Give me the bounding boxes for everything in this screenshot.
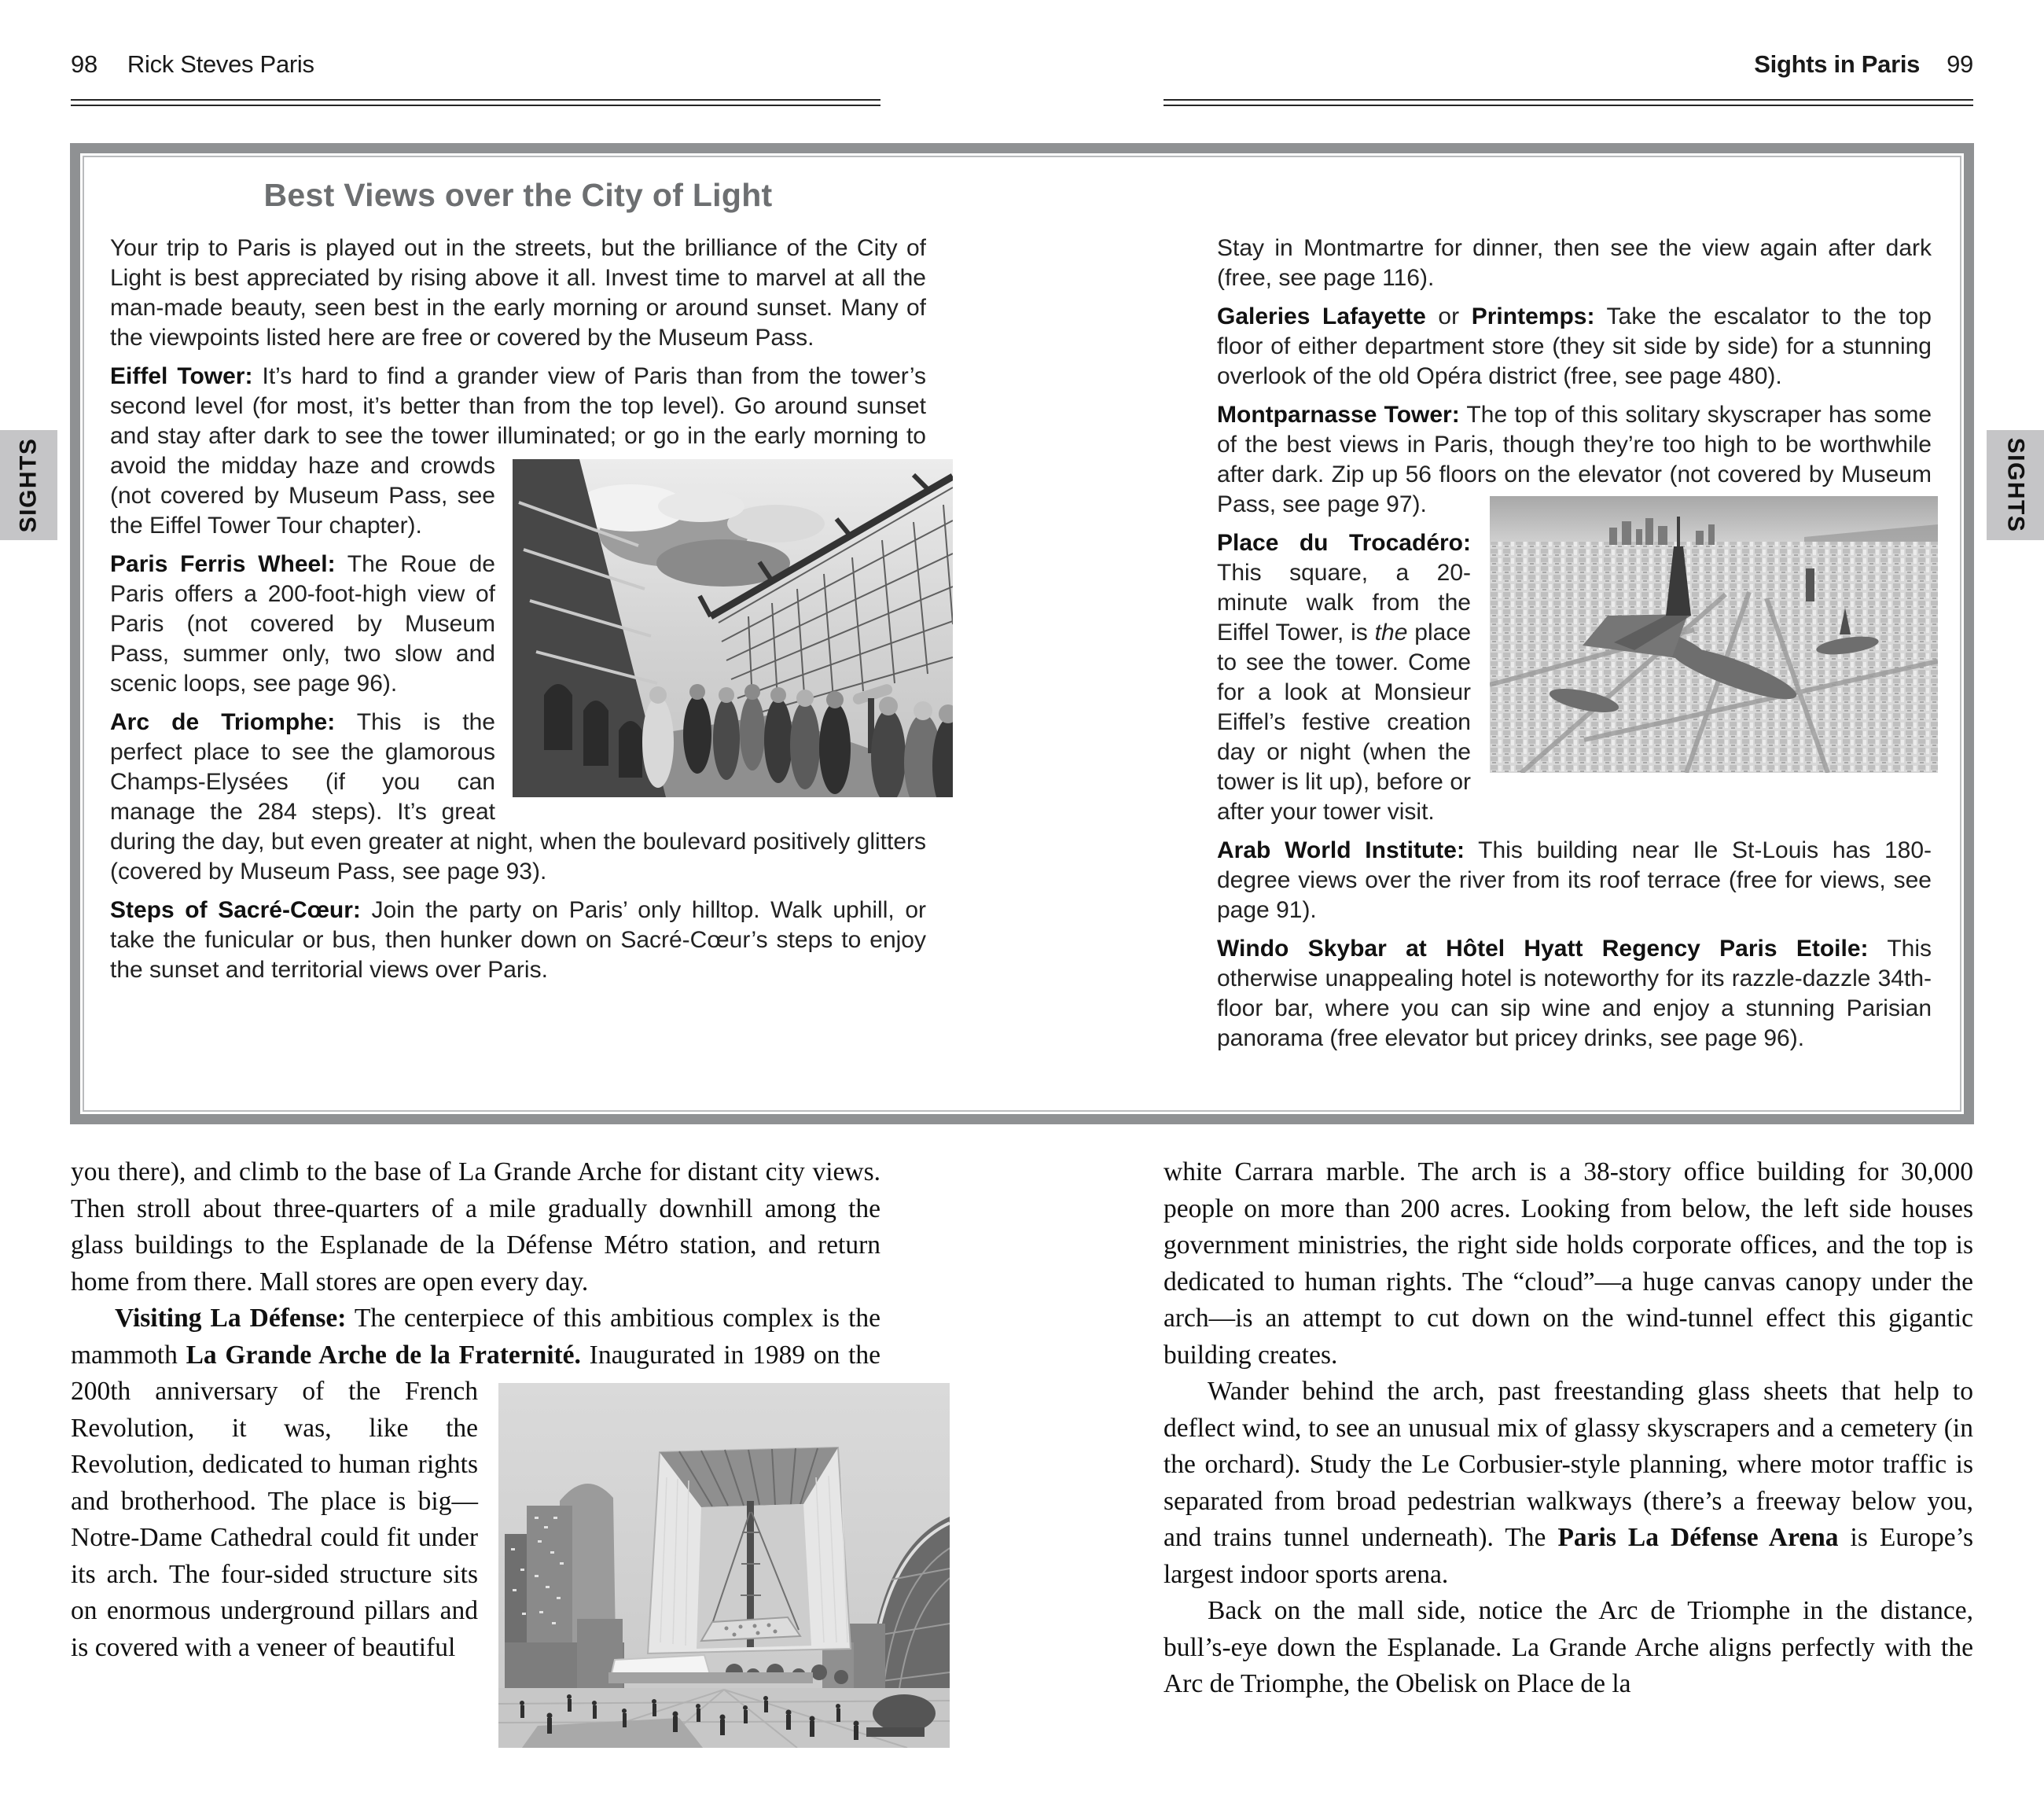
paragraph-montparnasse: Montparnasse Tower: The top of this solitary skyscraper has some of the best views in Paris, though they’re too high to be worthwhile after dark. Zip up 56 floors on the elevator (not covered by Museum Pass, see page 97). [1217, 400, 1932, 520]
header-rule-left [71, 99, 880, 106]
bold-place-name: Paris La Défense Arena [1557, 1523, 1839, 1552]
sights-tab-right-label: SIGHTS [2002, 437, 2029, 533]
sights-tab-left-label: SIGHTS [15, 437, 42, 533]
page-number-left: 98 [71, 50, 97, 78]
paragraph-sacre-coeur: Steps of Sacré-Cœur: Join the party on Paris’ only hilltop. Walk uphill, or take the funicular or bus, then hunker down on Sacré-Cœur’s steps to enjoy the sunset and territorial views over Paris. [110, 897, 926, 983]
eiffel-deck-photo [513, 459, 953, 797]
sidebar-left-column [110, 234, 926, 994]
run-in-heading: Galeries Lafayette [1217, 303, 1426, 329]
run-in-heading: Steps of Sacré-Cœur: [110, 897, 361, 923]
sights-tab-left [0, 430, 57, 540]
run-in-heading: Eiffel Tower: [110, 363, 253, 389]
body-left-column [71, 1154, 880, 1759]
run-in-heading: Montparnasse Tower: [1217, 402, 1460, 428]
paragraph-windo-skybar: Windo Skybar at Hôtel Hyatt Regency Paris Etoile: This otherwise unappealing hotel is noteworthy for its razzle-dazzle 34th-floor bar, where you can sip wine and enjoy a stunning Parisian panorama (free elevator but pricey drinks, see page 96). [1217, 936, 1932, 1051]
paragraph-back-on-mall: Back on the mall side, notice the Arc de Triomphe in the distance, bull’s-eye down the Esplanade. La Grande Arche aligns perfectly with the Arc de Triomphe, the Obelisk on Place de la [1164, 1596, 1973, 1698]
run-in-heading: Visiting La Défense: [115, 1304, 347, 1333]
run-in-heading: Windo Skybar at Hôtel Hyatt Regency Paris Etoile: [1217, 936, 1869, 962]
sidebar-title: Best Views over the City of Light [263, 177, 773, 213]
run-in-heading: Arab World Institute: [1217, 837, 1465, 863]
grande-arche-photo [498, 1383, 950, 1748]
paragraph-visiting-la-defense: Visiting La Défense: The centerpiece of this ambitious complex is the mammoth La Grande Arche de la Fraternité. Inaugurated in 1989 on the 200th anniversary of the French Revolution, it was, like the Revolution, dedicated to human rights and brotherhood. The place is big—Notre-Dame Cathedral could fit under its arch. The four-sided structure sits on enormous underground pillars and is covered with a veneer of beautiful [71, 1300, 880, 1666]
paris-aerial-photo [1490, 496, 1938, 773]
header-rule-right [1164, 99, 1973, 106]
paragraph-ferris-wheel: Paris Ferris Wheel: The Roue de Paris offers a 200-foot-high view of Paris (not covered by Museum Pass, summer only, two slow and scenic loops, see page 96). [110, 551, 495, 697]
best-views-sidebar-box [70, 143, 1974, 1124]
running-head-right [1164, 50, 1973, 79]
bold-place-name: La Grande Arche de la Fraternité. [186, 1340, 581, 1370]
chapter-title: Sights in Paris [1754, 50, 1921, 78]
paragraph-wander-behind: Wander behind the arch, past freestanding glass sheets that help to deflect wind, to see an unusual mix of glassy skyscrapers and a cemetery (in the orchard). Study the Le Corbusier-style planning, where motor traffic is separated from broad pedestrian walkways (there’s a freeway below you, and trains tunnel underneath). The Paris La Défense Arena is Europe’s largest indoor sports arena. [1164, 1377, 1973, 1589]
body-right-column [1164, 1154, 1973, 1703]
running-head-left [71, 50, 880, 79]
sights-tab-right [1987, 430, 2044, 540]
paragraph-arab-world-institute: Arab World Institute: This building near Ile St-Louis has 180-degree views over the river from its roof terrace (free for views, see page 91). [1217, 837, 1932, 923]
paragraph-trocadero: Place du Trocadéro: This square, a 20-minute walk from the Eiffel Tower, is the place to see the tower. Come for a look at Monsieur Eiffel’s festive creation day or night (when the tower is lit up), before or after your tower visit. [1217, 530, 1472, 825]
paragraph-montmartre: Stay in Montmartre for dinner, then see the view again after dark (free, see page 116). [1217, 235, 1932, 291]
page-number-right: 99 [1947, 50, 1973, 78]
paragraph-intro: Your trip to Paris is played out in the streets, but the brilliance of the City of Light is best appreciated by rising above it all. Invest time to marvel at all the man-made beauty, seen best in the early morning or around sunset. Many of the viewpoints listed here are free or covered by the Museum Pass. [110, 235, 926, 351]
run-in-heading: Arc de Triomphe: [110, 709, 336, 735]
paragraph-eiffel-tower: Eiffel Tower: It’s hard to find a grander view of Paris than from the tower’s second level (for most, it’s better than from the top level). Go around sunset and stay after dark to see the tower illuminated; or go in the early morning to avoid the midday haze and crowds (not covered by Museum Pass, see the Eiffel Tower Tour chapter). [110, 362, 926, 541]
eiffel-deck-photo-art [513, 459, 953, 797]
run-in-heading: Printemps: [1471, 303, 1595, 329]
book-title: Rick Steves Paris [127, 50, 314, 78]
grande-arche-photo-art [498, 1383, 950, 1748]
paragraph-carrara-marble: white Carrara marble. The arch is a 38-story office building for 30,000 people on more than 200 acres. Looking from below, the left side houses government ministries, the right side holds corporate offices, and the top is dedicated to human rights. The “cloud”—a huge canvas canopy under the arch—is an attempt to cut down on the wind-tunnel effect this gigantic building creates. [1164, 1157, 1973, 1370]
paragraph-galeries-lafayette: Galeries Lafayette or Printemps: Take the escalator to the top floor of either department store (they sit side by side) for a stunning overlook of the old Opéra district (free, see page 480). [1217, 303, 1932, 389]
paris-aerial-photo-art [1490, 496, 1938, 773]
italic-word: the [1374, 620, 1408, 646]
run-in-heading: Place du Trocadéro: [1217, 530, 1471, 556]
paragraph-continued: you there), and climb to the base of La Grande Arche for distant city views. Then stroll about three-quarters of a mile gradually downhill among the glass buildings to the Esplanade de la Défense Métro station, and return home from there. Mall stores are open every day. [71, 1157, 880, 1297]
sidebar-right-column [1217, 234, 1932, 1062]
paragraph-arc-de-triomphe: Arc de Triomphe: This is the perfect place to see the glamorous Champs-Elysées (if you can manage the 284 steps). It’s great during the day, but even greater at night, when the boulevard positively glitters (covered by Museum Pass, see page 93). [110, 709, 926, 885]
run-in-heading: Paris Ferris Wheel: [110, 551, 336, 577]
